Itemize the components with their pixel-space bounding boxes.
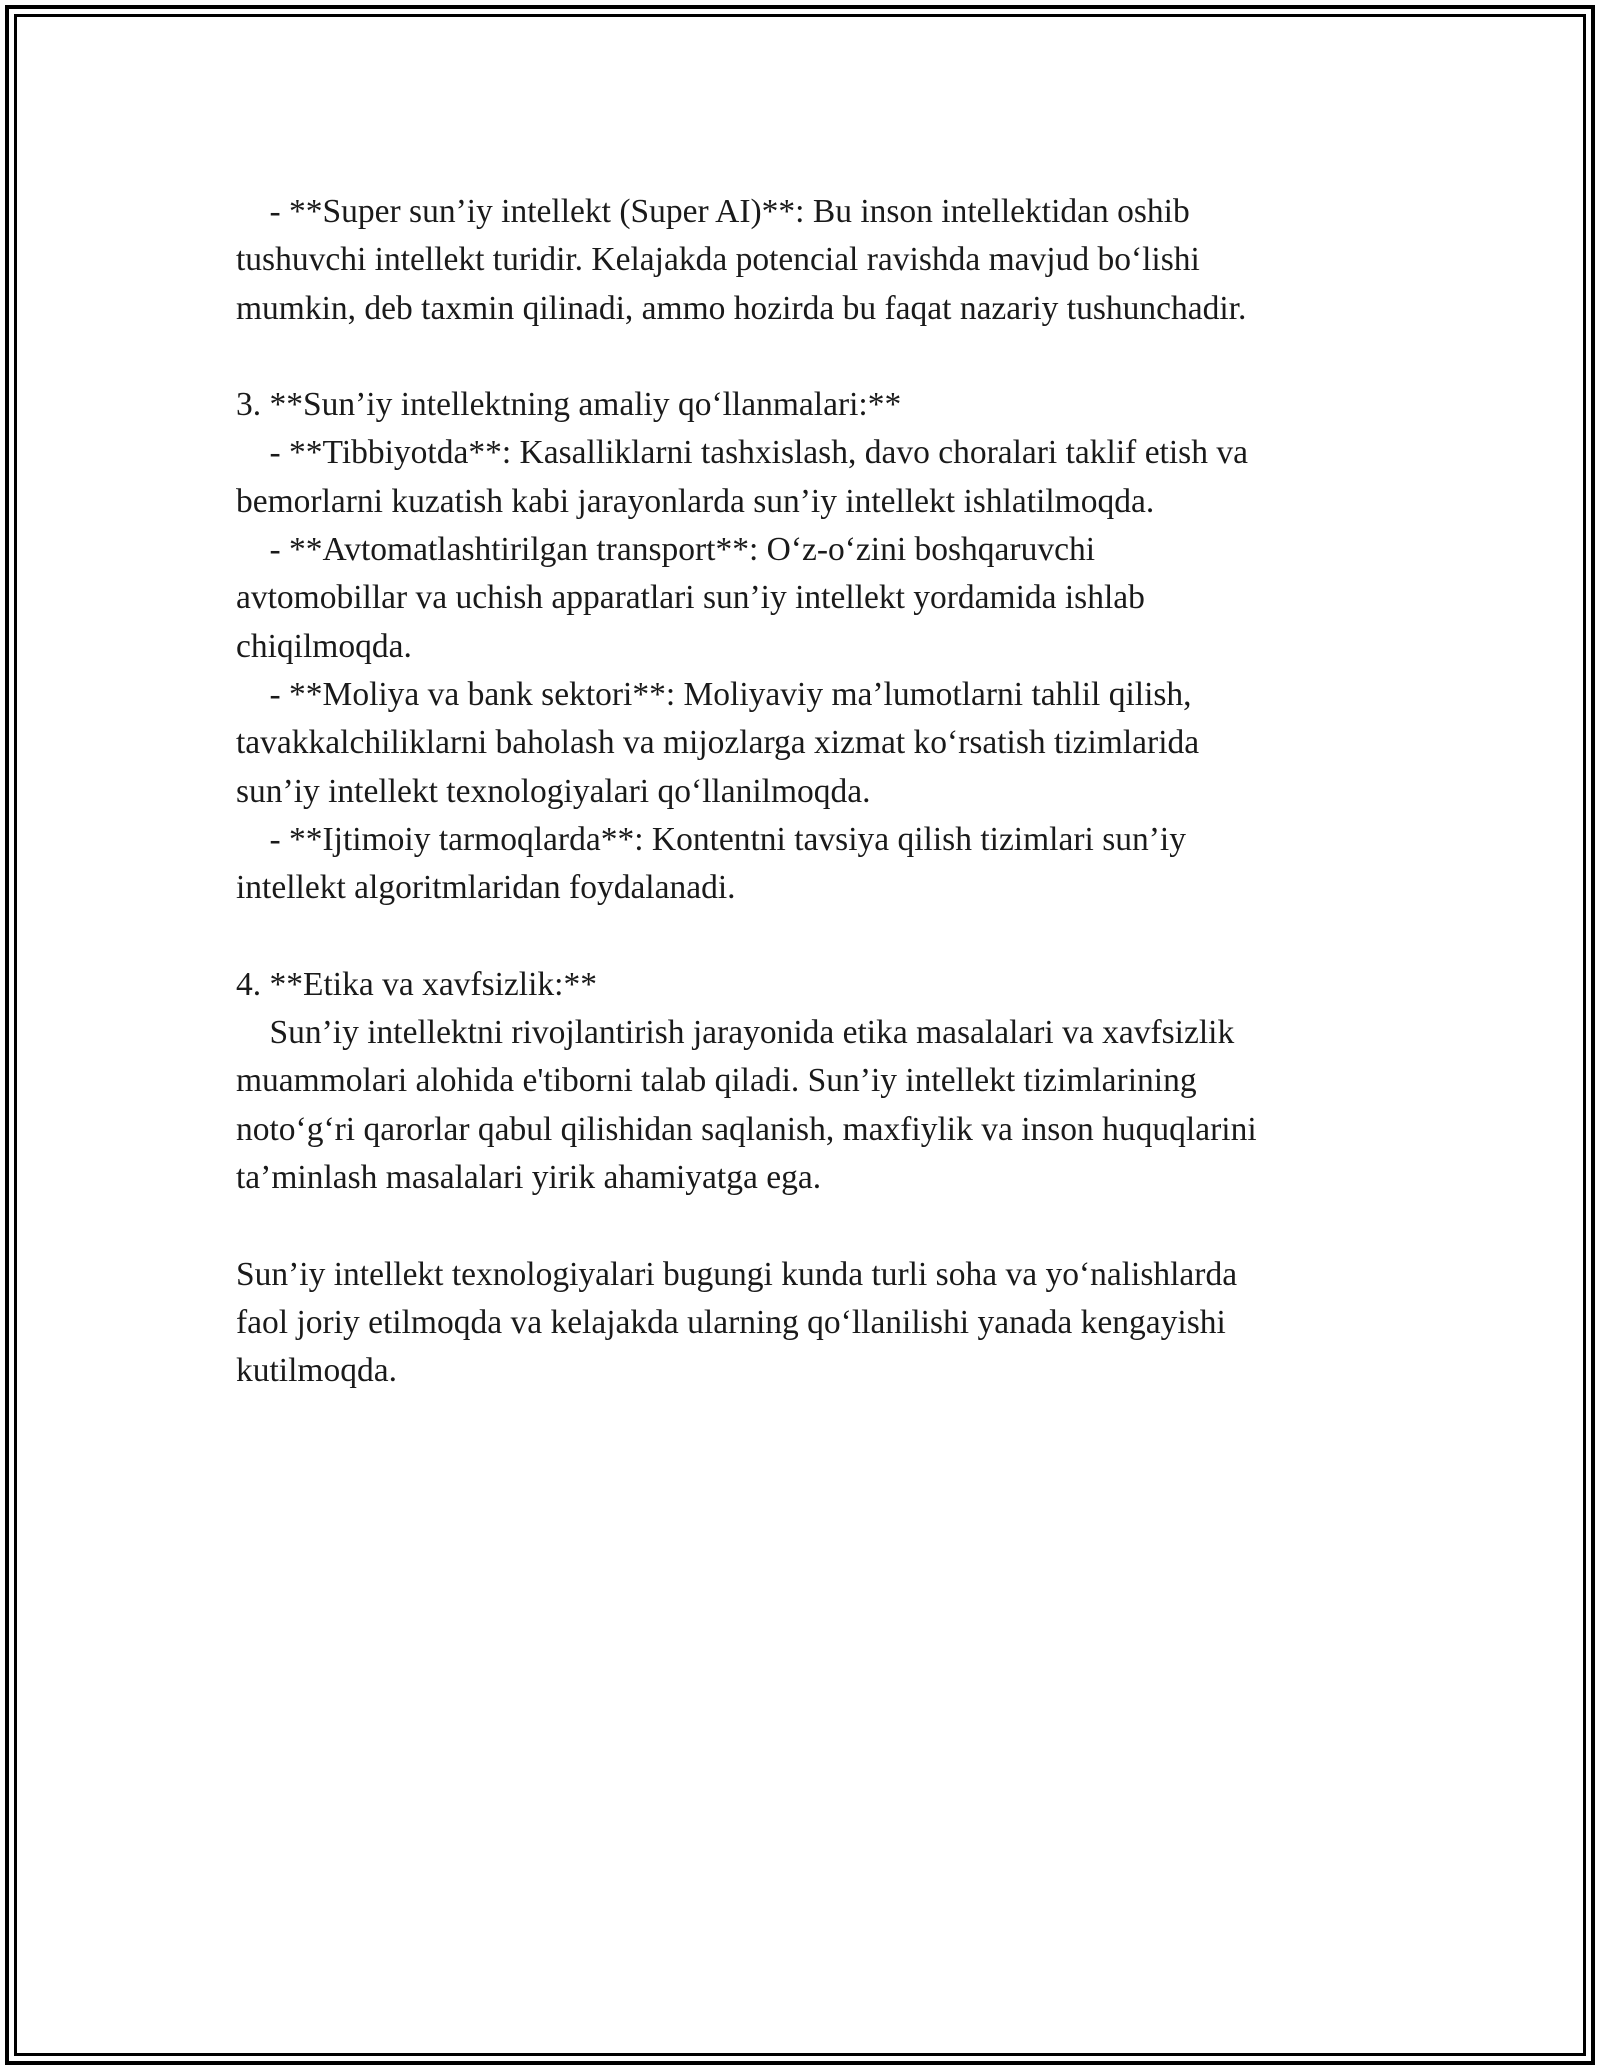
text-line: sun’iy intellekt texnologiyalari qo‘llanilmoqda. <box>236 772 871 810</box>
text-line: bemorlarni kuzatish kabi jarayonlarda sun’iy intellekt ishlatilmoqda. <box>236 482 1155 520</box>
text-line: Sun’iy intellekt texnologiyalari bugungi kunda turli soha va yo‘nalishlarda <box>236 1255 1238 1293</box>
text-line: Sun’iy intellektni rivojlantirish jarayonida etika masalalari va xavfsizlik <box>236 1014 1235 1052</box>
document-body <box>236 188 1376 1395</box>
paragraph-super-ai <box>236 188 1376 333</box>
text-line: mumkin, deb taxmin qilinadi, ammo hozirda bu faqat nazariy tushunchadir. <box>236 289 1247 327</box>
text-line: - **Moliya va bank sektori**: Moliyaviy ma’lumotlarni tahlil qilish, <box>236 675 1192 713</box>
text-line: tavakkalchiliklarni baholash va mijozlarga xizmat ko‘rsatish tizimlarida <box>236 724 1200 762</box>
paragraph-gap <box>236 333 1376 381</box>
text-line: tushuvchi intellekt turidir. Kelajakda potencial ravishda mavjud bo‘lishi <box>236 241 1200 279</box>
text-line: kutilmoqda. <box>236 1352 397 1390</box>
section-heading: 4. **Etika va xavfsizlik:** <box>236 965 597 1003</box>
text-line: - **Tibbiyotda**: Kasalliklarni tashxislash, davo choralari taklif etish va <box>236 434 1248 472</box>
paragraph-conclusion <box>236 1251 1376 1396</box>
paragraph-gap <box>236 912 1376 960</box>
text-line: - **Ijtimoiy tarmoqlarda**: Kontentni tavsiya qilish tizimlari sun’iy <box>236 820 1186 858</box>
section-heading: 3. **Sun’iy intellektning amaliy qo‘llanmalari:** <box>236 386 902 424</box>
text-line: avtomobillar va uchish apparatlari sun’iy intellekt yordamida ishlab <box>236 579 1145 617</box>
text-line: ta’minlash masalalari yirik ahamiyatga ega. <box>236 1158 822 1196</box>
section-ethics-security <box>236 961 1376 1202</box>
text-line: chiqilmoqda. <box>236 627 412 665</box>
section-practical-applications <box>236 381 1376 912</box>
text-line: - **Avtomatlashtirilgan transport**: O‘z-o‘zini boshqaruvchi <box>236 531 1096 569</box>
text-line: - **Super sun’iy intellekt (Super AI)**: Bu inson intellektidan oshib <box>236 193 1190 230</box>
text-line: noto‘g‘ri qarorlar qabul qilishidan saqlanish, maxfiylik va inson huquqlarini <box>236 1110 1257 1148</box>
text-line: faol joriy etilmoqda va kelajakda ularning qo‘llanilishi yanada kengayishi <box>236 1303 1226 1341</box>
text-line: intellekt algoritmlaridan foydalanadi. <box>236 869 736 907</box>
text-line: muammolari alohida e'tiborni talab qiladi. Sun’iy intellekt tizimlarining <box>236 1062 1197 1100</box>
paragraph-gap <box>236 1202 1376 1250</box>
